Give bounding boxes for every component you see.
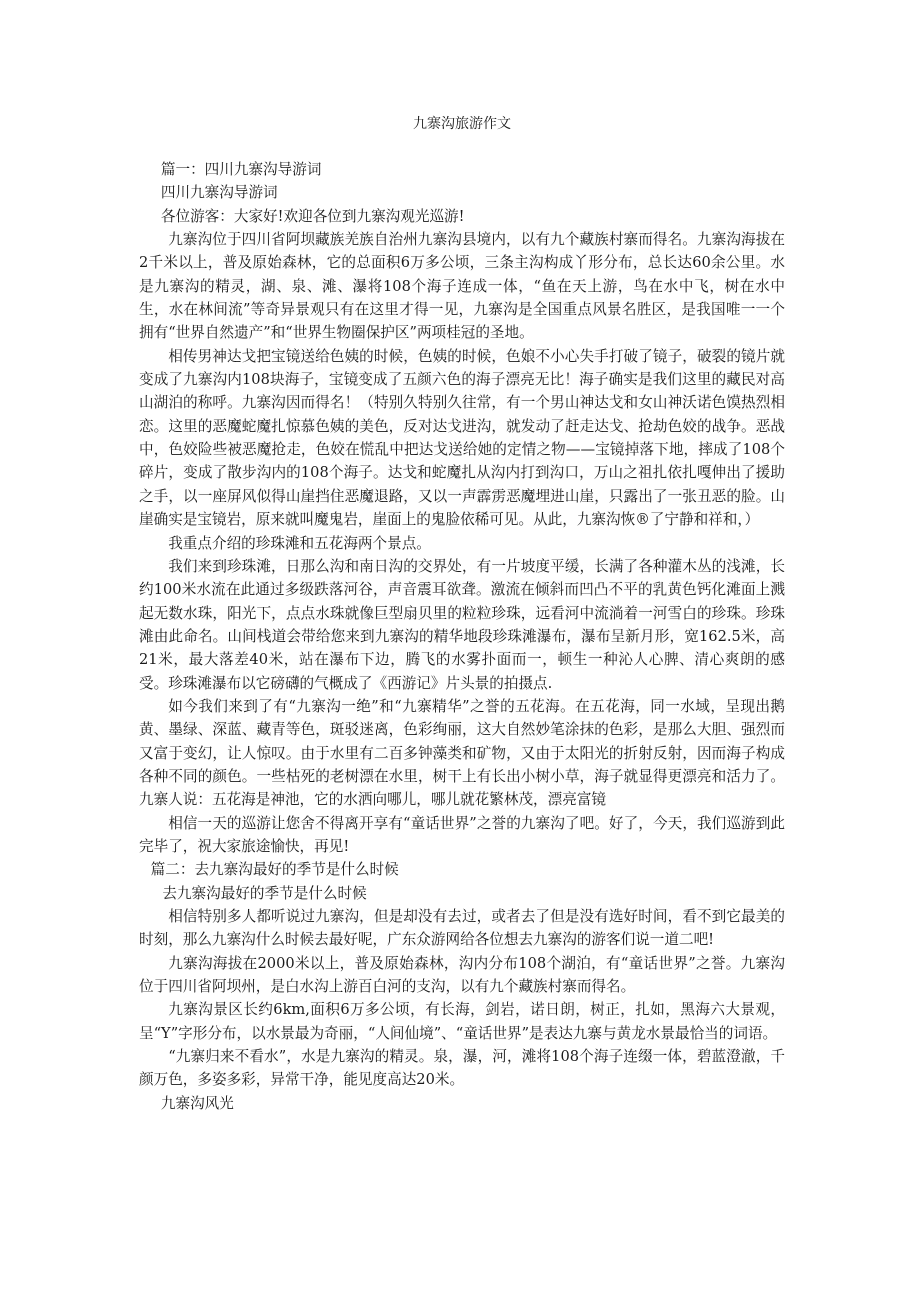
paragraph: 如今我们来到了有“九寨沟一绝”和“九寨精华”之誉的五花海。在五花海，同一水域，呈现出鹅黄、墨绿、深蓝、藏青等色，斑驳迷离，色彩绚丽，这大自然妙笔涂抹的色彩，是那么大胆、强烈而又富于变幻，让人惊叹。由于水里有二百多钟藻类和矿物，又由于太阳光的折射反射，因而海子构成各种不同的颜色。一些枯死的老树漂在水里，树干上有长出小树小草，海子就显得更漂亮和活力了。九寨人说：五花海是神池，它的水洒向哪儿，哪儿就花繁林茂，漂亮富镜: [139, 697, 785, 809]
document-title: 九寨沟旅游作文: [413, 116, 511, 132]
document-body: [139, 158, 785, 1115]
chapter-heading: 篇一：四川九寨沟导游词: [160, 161, 322, 178]
paragraph: 相传男神达戈把宝镜送给色姨的时候，色姨的时候，色娘不小心失手打破了镜子，破裂的镜片就变成了九寨沟内108块海子，宝镜变成了五颜六色的海子漂亮无比！海子确实是我们这里的藏民对高山湖泊的称呼。九寨沟因而得名！（特别久特别久往常，有一个男山神达戈和女山神沃诺色馍热烈相恋。这里的恶魔蛇魔扎惊慕色姨的美色，反对达戈进沟，就发动了赶走达戈、抢劫色姣的战争。恶战中，色姣险些被恶魔抢走，色姣在慌乱中把达戈送给她的定情之物——宝镜掉落下地，摔成了108个碎片，变成了散步沟内的108个海子。达戈和蛇魔扎从沟内打到沟口，万山之祖扎依扎嘎伸出了援助之手，以一座屏风似得山崖挡住恶魔退路，又以一声霹雳恶魔埋进山崖，只露出了一张丑恶的脸。山崖确实是宝镜岩，原来就叫魔鬼岩，崖面上的鬼脸依稀可见。从此，九寨沟恢®了宁静和祥和，）: [139, 347, 785, 529]
paragraph: 九寨沟位于四川省阿坝藏族羌族自治州九寨沟县境内，以有九个藏族村寨而得名。九寨沟海拔在2千米以上，普及原始森林，它的总面积6万多公顷，三条主沟构成丫形分布，总长达60余公里。水是九寨沟的精灵，湖、泉、滩、瀑将108个海子连成一体，“鱼在天上游，鸟在水中飞，树在水中生，水在林间流”等奇异景观只有在这里才得一见，九寨沟是全国重点风景名胜区，是我国唯一一个拥有“世界自然遗产”和“世界生物圈保护区”两项桂冠的圣地。: [139, 231, 785, 342]
section-subtitle: 四川九寨沟导游词: [160, 184, 278, 202]
paragraph: 相信一天的巡游让您舍不得离开享有“童话世界”之誉的九寨沟了吧。好了，今天，我们巡游到此完毕了，祝大家旅途愉快，再见!: [139, 814, 785, 855]
paragraph: 相信特别多人都听说过九寨沟，但是却没有去过，或者去了但是没有选好时间，看不到它最美的时刻，那么九寨沟什么时候去最好呢，广东众游网给各位想去九寨沟的游客们说一道二吧!: [139, 908, 785, 949]
paragraph: 九寨沟景区长约6km,面积6万多公顷，有长海，剑岩，诺日朗，树正，扎如，黑海六大景观，呈“Y”字形分布，以水景最为奇丽，“人间仙境”、“童话世界”是表达九寨与黄龙水景最恰当的词语。: [139, 1001, 785, 1042]
paragraph: 九寨沟海拔在2000米以上，普及原始森林，沟内分布108个湖泊，有“童话世界”之誉。九寨沟位于四川省阿坝州，是白水沟上游百白河的支沟，以有九个藏族村寨而得名。: [139, 954, 785, 996]
paragraph: 各位游客：大家好!欢迎各位到九寨沟观光巡游!: [160, 207, 465, 225]
paragraph: 我们来到珍珠滩，日那么沟和南日沟的交界处，有一片坡度平缓，长满了各种灌木丛的浅滩，长约100米水流在此通过多级跌落河谷，声音震耳欲聋。激流在倾斜而凹凸不平的乳黄色钙化滩面上溅起无数水珠，阳光下，点点水珠就像巨型扇贝里的粒粒珍珠，远看河中流淌着一河雪白的珍珠。珍珠滩由此命名。山间栈道会带给您来到九寨沟的精华地段珍珠滩瀑布，瀑布呈新月形，宽162.5米，高21米，最大落差40米，站在瀑布下边，腾飞的水雾扑面而一，顿生一种沁人心脾、清心爽朗的感受。珍珠滩瀑布以它磅礴的气概成了《西游记》片头景的拍摄点.: [139, 557, 785, 692]
paragraph: 九寨沟风光: [160, 1094, 234, 1112]
paragraph: 我重点介绍的珍珠滩和五花海两个景点。: [168, 534, 431, 552]
chapter-heading: 篇二：去九寨沟最好的季节是什么时候: [150, 861, 399, 879]
paragraph: “九寨归来不看水”，水是九寨沟的精灵。泉，瀑，河，滩将108个海子连缀一体，碧蓝澄澈，千颜万色，多姿多彩，异常干净，能见度高达20米。: [139, 1048, 785, 1089]
section-subtitle: 去九寨沟最好的季节是什么时候: [162, 884, 367, 902]
